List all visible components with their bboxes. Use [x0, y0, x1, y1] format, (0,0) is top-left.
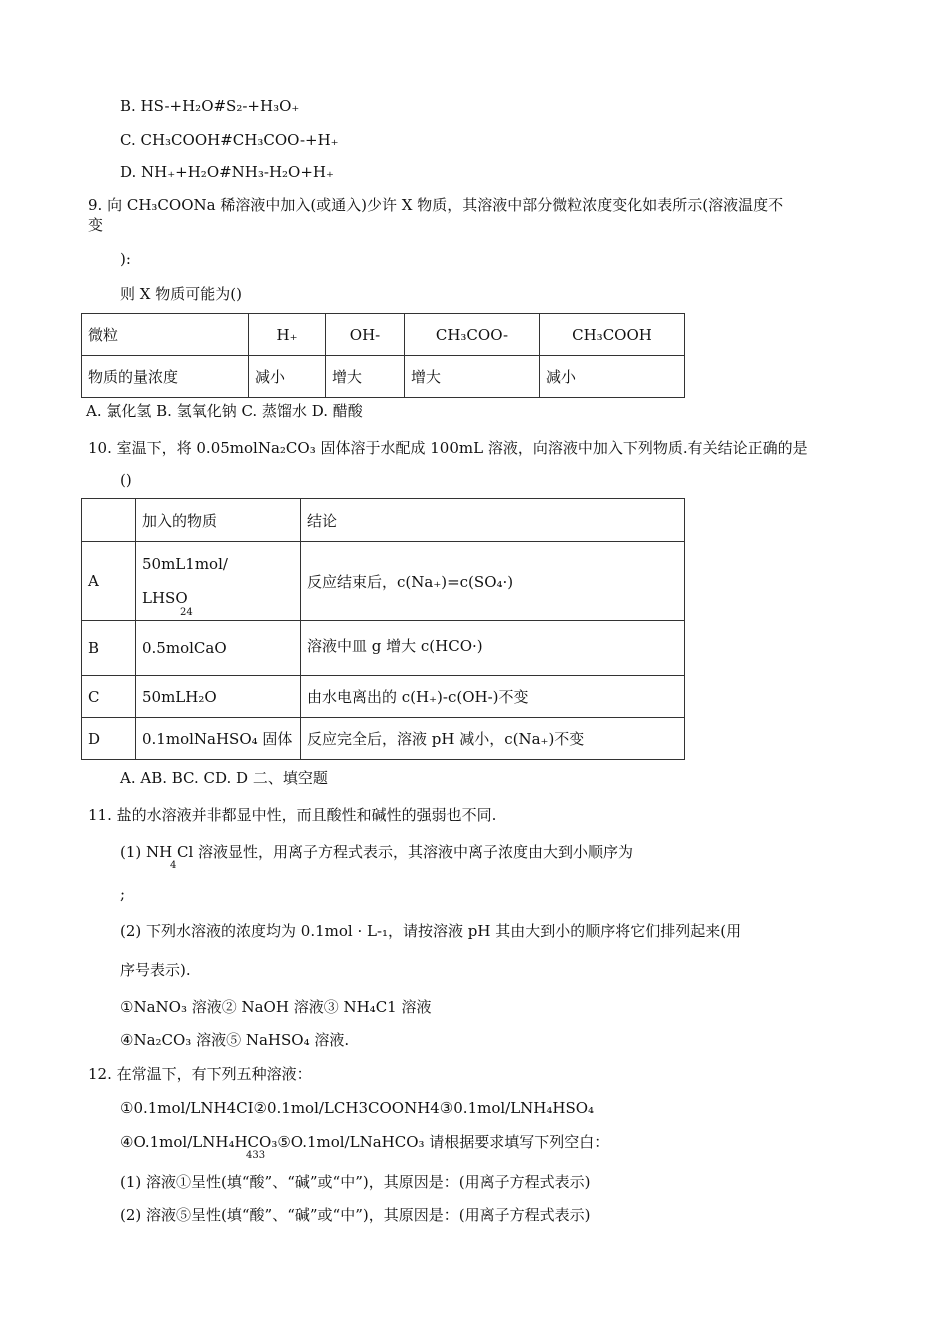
q11-part1: (1) NH Cl 溶液显性，用离子方程式表示，其溶液中离子浓度由大到小顺序为	[120, 843, 634, 861]
q9-options: A. 氯化氢 B. 氢氧化钠 C. 蒸馏水 D. 醋酸	[86, 402, 363, 420]
q10-cell: D	[82, 718, 136, 760]
q10-table-row	[82, 676, 685, 718]
q10-table-row	[82, 542, 685, 621]
q8-option-b: B. HS-+H₂O#S₂-+H₃O₊	[120, 97, 300, 115]
q10-cell: 50mLH₂O	[136, 676, 301, 718]
q9-table-header-row	[82, 314, 685, 356]
q10-stem-line2: ()	[120, 471, 132, 489]
q9-table	[81, 313, 685, 398]
q10-cell: 0.5molCaO	[136, 621, 301, 676]
q9-cell: OH-	[326, 314, 405, 356]
q9-stem-line1b: 变	[88, 216, 104, 234]
q9-cell: CH₃COO-	[405, 314, 540, 356]
q12-list-line1: ①0.1mol/LNH4CI②0.1mol/LCH3COONH4③0.1mol/LNH₄HSO₄	[120, 1099, 595, 1117]
q9-cell: 微粒	[82, 314, 249, 356]
q12-list-line2: ④O.1mol/LNH₄HCO₃⑤O.1mol/LNaHCO₃ 请根据要求填写下列空白：	[120, 1133, 610, 1151]
q11-part1-subscript: 4	[170, 860, 177, 871]
q10-cell: C	[82, 676, 136, 718]
q11-list-line1: ①NaNO₃ 溶液② NaOH 溶液③ NH₄C1 溶液	[120, 998, 432, 1016]
q9-cell: 增大	[405, 356, 540, 398]
q10-cell: A	[82, 542, 136, 621]
q9-cell: H₊	[249, 314, 326, 356]
q9-cell: 物质的量浓度	[82, 356, 249, 398]
q9-stem-line2: ):	[120, 250, 131, 268]
q12-list-subscript: 433	[246, 1150, 266, 1161]
q10-cell	[136, 542, 301, 621]
q10-cell: 反应完全后，溶液 pH 减小，c(Na₊)不变	[301, 718, 685, 760]
q10-cell: 加入的物质	[136, 499, 301, 542]
q10-cell: 0.1molNaHSO₄ 固体	[136, 718, 301, 760]
q12-part1: (1) 溶液①呈性(填“酸”、“碱”或“中”)，其原因是：(用离子方程式表示)	[120, 1173, 591, 1191]
q11-part1-end: ;	[120, 885, 126, 903]
q9-stem-line3: 则 X 物质可能为()	[120, 285, 242, 303]
q9-cell: 减小	[540, 356, 685, 398]
q10-cell	[82, 499, 136, 542]
q11-stem: 11. 盐的水溶液并非都显中性，而且酸性和碱性的强弱也不同.	[88, 806, 497, 824]
q10-cell: 反应结束后，c(Na₊)=c(SO₄·)	[301, 542, 685, 621]
q11-part2-line2: 序号表示).	[120, 961, 191, 979]
q8-option-d: D. NH₊+H₂O#NH₃-H₂O+H₊	[120, 163, 334, 181]
q10-cell: B	[82, 621, 136, 676]
q9-cell: CH₃COOH	[540, 314, 685, 356]
q10-substance-a-line1: 50mL1mol/	[142, 555, 228, 573]
q12-part2: (2) 溶液⑤呈性(填“酸”、“碱”或“中”)，其原因是：(用离子方程式表示)	[120, 1206, 591, 1224]
q12-stem: 12. 在常温下，有下列五种溶液：	[88, 1065, 312, 1083]
q10-substance-a-subscript: 24	[180, 607, 193, 618]
q10-table-row	[82, 621, 685, 676]
q10-table-header-row	[82, 499, 685, 542]
q10-table	[81, 498, 685, 760]
q10-cell: 由水电离出的 c(H₊)-c(OH-)不变	[301, 676, 685, 718]
q10-options: A. AB. BC. CD. D 二、填空题	[120, 769, 328, 787]
q10-stem-line1: 10. 室温下，将 0.05molNa₂CO₃ 固体溶于水配成 100mL 溶液，向溶液中加入下列物质.有关结论正确的是	[88, 439, 808, 457]
q8-option-c: C. CH₃COOH#CH₃COO-+H₊	[120, 131, 339, 149]
q11-list-line2: ④Na₂CO₃ 溶液⑤ NaHSO₄ 溶液.	[120, 1031, 350, 1049]
q9-stem-line1: 9. 向 CH₃COONa 稀溶液中加入(或通入)少许 X 物质，其溶液中部分微粒浓度变化如表所示(溶液温度不	[88, 196, 784, 214]
q10-table-row	[82, 718, 685, 760]
q9-table-row	[82, 356, 685, 398]
q11-part2: (2) 下列水溶液的浓度均为 0.1mol · L-₁，请按溶液 pH 其由大到小的顺序将它们排列起来(用	[120, 922, 742, 940]
q10-substance-a-line2: LHSO	[142, 589, 188, 607]
q9-cell: 减小	[249, 356, 326, 398]
q9-cell: 增大	[326, 356, 405, 398]
q10-cell: 结论	[301, 499, 685, 542]
q10-cell: 溶液中皿 g 增大 c(HCO·)	[301, 621, 685, 676]
